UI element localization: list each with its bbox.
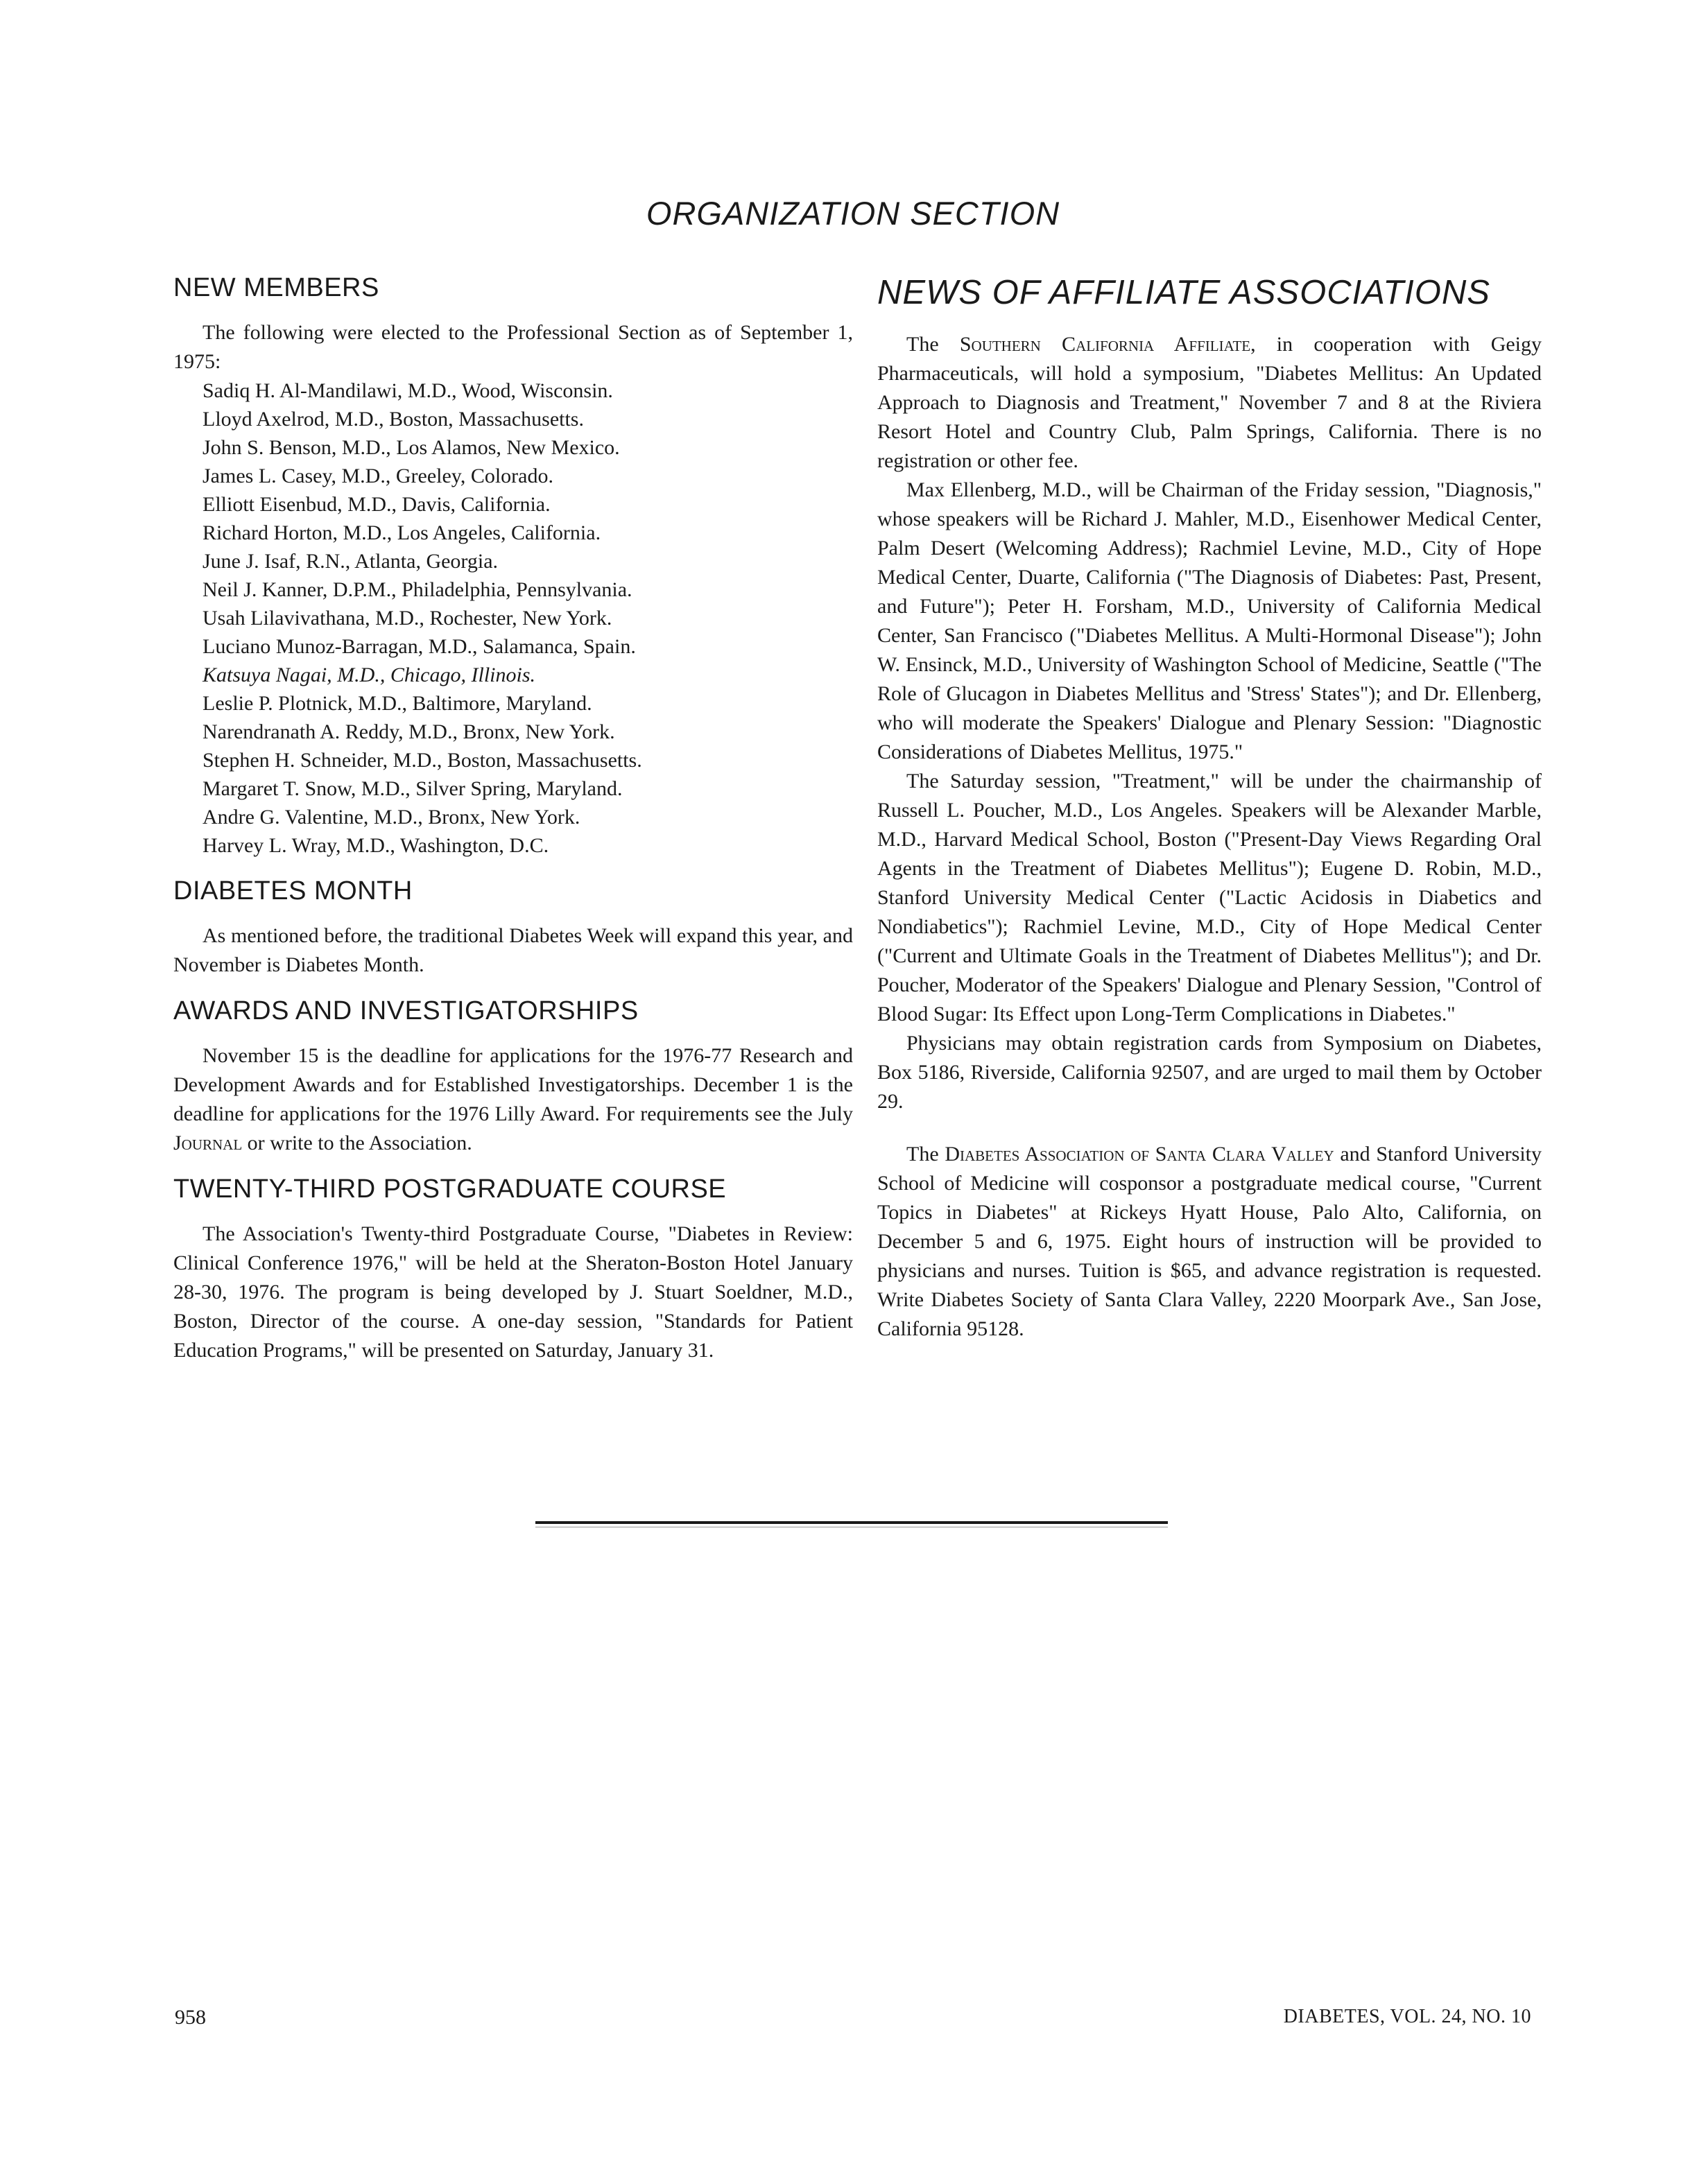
section-divider [535, 1521, 1168, 1524]
left-column [173, 263, 853, 1365]
diabetes-month-heading: DIABETES MONTH [173, 876, 413, 905]
diabetes-month-section [173, 876, 853, 980]
list-item: Katsuya Nagai, M.D., Chicago, Illinois. [203, 664, 535, 686]
new-members-intro: The following were elected to the Professional Section as of September 1, 1975: [173, 321, 853, 373]
affiliate-name: Southern California Affiliate [959, 333, 1251, 356]
list-item: James L. Casey, M.D., Greeley, Colorado. [203, 465, 553, 487]
news-paragraph: Physicians may obtain registration cards from Symposium on Diabetes, Box 5186, Riverside, California 92507, and are urged to mail them by October 29. [877, 1032, 1542, 1113]
list-item: June J. Isaf, R.N., Atlanta, Georgia. [203, 550, 499, 573]
list-item: Stephen H. Schneider, M.D., Boston, Massachusetts. [203, 749, 642, 772]
list-item: Lloyd Axelrod, M.D., Boston, Massachusetts. [203, 408, 584, 431]
new-members-heading: NEW MEMBERS [173, 273, 379, 302]
news-paragraph [877, 1140, 1542, 1344]
list-item: Sadiq H. Al-Mandilawi, M.D., Wood, Wisconsin. [203, 379, 613, 402]
new-members-section [173, 273, 853, 860]
news-p1-lead: The [906, 333, 960, 356]
postgraduate-text: The Association's Twenty-third Postgraduate Course, "Diabetes in Review: Clinical Conference 1976," will be held at the Sheraton-Boston Hotel January 28-30, 1976. The program is being developed by J. Stuart Soeldner, M.D., Boston, Director of the course. A one-day session, "Standards for Patient Education Programs," will be presented on Saturday, January 31. [173, 1222, 853, 1362]
list-item: Elliott Eisenbud, M.D., Davis, California. [203, 493, 551, 516]
awards-text-end: or write to the Association. [242, 1132, 472, 1154]
news-p5-rest: and Stanford University School of Medicine will cosponsor a postgraduate medical course, "Current Topics in Diabetes" at Rickeys Hyatt House, Palo Alto, California, on December 5 and 6, 1975. Eight hours of instruction will be provided to physicians and nurses. Tuition is $65, and advance registration is requested. Write Diabetes Society of Santa Clara Valley, 2220 Moorpark Ave., San Jose, California 95128. [877, 1143, 1542, 1340]
diabetes-month-text: As mentioned before, the traditional Diabetes Week will expand this year, and November is Diabetes Month. [173, 924, 853, 976]
right-column [877, 263, 1542, 1344]
page-title: ORGANIZATION SECTION [646, 195, 1060, 232]
affiliate-name: Diabetes Association of Santa Clara Valley [945, 1143, 1334, 1165]
list-item: Leslie P. Plotnick, M.D., Baltimore, Maryland. [203, 692, 592, 715]
news-p1-rest: , in cooperation with Geigy Pharmaceuticals, will hold a symposium, "Diabetes Mellitus: An Updated Approach to Diagnosis and Treatment," November 7 and 8 at the Riviera Resort Hotel and Country Club, Palm Springs, California. There is no registration or other fee. [877, 333, 1542, 472]
list-item: Margaret T. Snow, M.D., Silver Spring, Maryland. [203, 777, 623, 800]
list-item: Neil J. Kanner, D.P.M., Philadelphia, Pennsylvania. [203, 578, 632, 601]
news-paragraph: The Saturday session, "Treatment," will be under the chairmanship of Russell L. Poucher, M.D., Los Angeles. Speakers will be Alexander Marble, M.D., Harvard Medical School, Boston ("Present-Day Views Regarding Oral Agents in the Treatment of Diabetes Mellitus"); Eugene D. Robin, M.D., Stanford University Medical Center ("Lactic Acidosis in Diabetics and Nondiabetics"); Rachmiel Levine, M.D., City of Hope Medical Center ("Current and Ultimate Goals in the Treatment of Diabetes Mellitus"); and Dr. Poucher, Moderator of the Speakers' Dialogue and Plenary Session, "Control of Blood Sugar: Its Effect upon Long-Term Complications in Diabetes." [877, 770, 1542, 1025]
list-item: Richard Horton, M.D., Los Angeles, California. [203, 521, 601, 544]
page-number: 958 [175, 2006, 206, 2029]
awards-section [173, 996, 853, 1158]
list-item: Harvey L. Wray, M.D., Washington, D.C. [203, 834, 549, 857]
list-item: Luciano Munoz-Barragan, M.D., Salamanca, Spain. [203, 635, 636, 658]
news-paragraph [877, 330, 1542, 476]
news-p5-lead: The [906, 1143, 945, 1165]
postgraduate-section [173, 1175, 853, 1365]
list-item: John S. Benson, M.D., Los Alamos, New Mexico. [203, 436, 620, 459]
news-paragraph: Max Ellenberg, M.D., will be Chairman of the Friday session, "Diagnosis," whose speakers will be Richard J. Mahler, M.D., Eisenhower Medical Center, Palm Desert (Welcoming Address); Rachmiel Levine, M.D., City of Hope Medical Center, Duarte, California ("The Diagnosis of Diabetes: Past, Present, and Future"); Peter H. Forsham, M.D., University of California Medical Center, San Francisco ("Diabetes Mellitus. A Multi-Hormonal Disease"); John W. Ensinck, M.D., University of Washington School of Medicine, Seattle ("The Role of Glucagon in Diabetes Mellitus and 'Stress' States"); and Dr. Ellenberg, who will moderate the Speakers' Dialogue and Plenary Session: "Diagnostic Considerations of Diabetes Mellitus, 1975." [877, 478, 1542, 763]
list-item: Narendranath A. Reddy, M.D., Bronx, New York. [203, 720, 615, 743]
news-heading: NEWS OF AFFILIATE ASSOCIATIONS [877, 274, 1490, 311]
list-item: Usah Lilavivathana, M.D., Rochester, New York. [203, 607, 612, 630]
member-list [173, 376, 853, 860]
awards-text-start: November 15 is the deadline for applications for the 1976-77 Research and Development Awards and for Established Investigatorships. December 1 is the deadline for applications for the 1976 Lilly Award. For requirements see the July [173, 1044, 853, 1125]
journal-ref: Journal [173, 1132, 243, 1154]
awards-text [173, 1041, 853, 1158]
awards-heading: AWARDS AND INVESTIGATORSHIPS [173, 996, 639, 1025]
list-item: Andre G. Valentine, M.D., Bronx, New York. [203, 806, 580, 829]
journal-reference: DIABETES, VOL. 24, NO. 10 [1283, 2006, 1531, 2027]
postgraduate-heading: TWENTY-THIRD POSTGRADUATE COURSE [173, 1175, 727, 1204]
